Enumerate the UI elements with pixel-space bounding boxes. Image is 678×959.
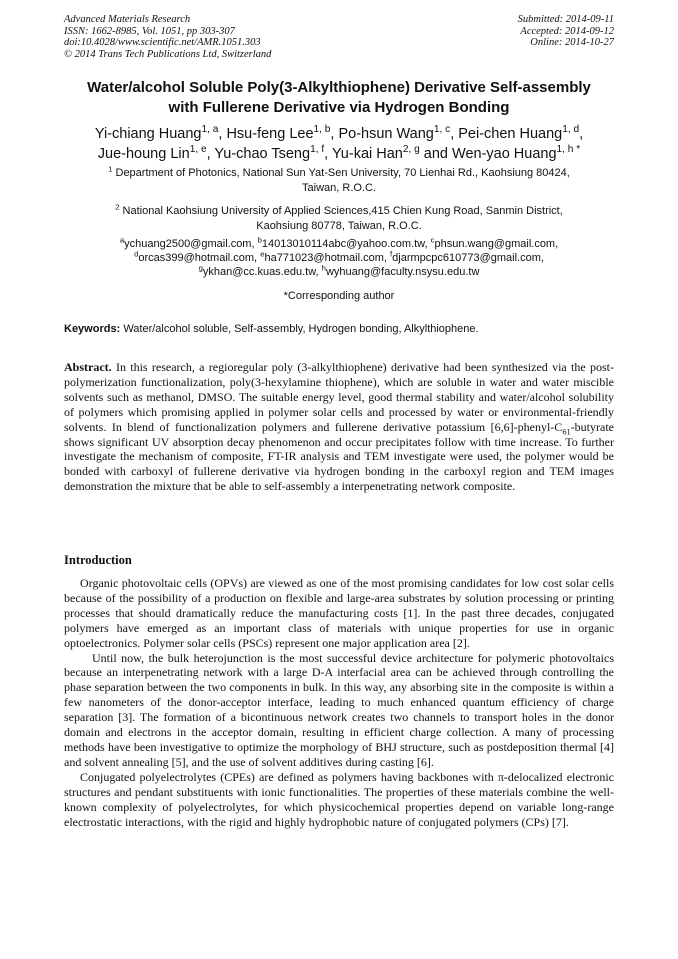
accepted-date: Accepted: 2014-09-12 [520, 25, 614, 37]
affiliation-text: National Kaohsiung University of Applied Sciences,415 Chien Kung Road, Sanmin District, [122, 205, 563, 217]
affiliation-text: Taiwan, R.O.C. [302, 182, 376, 194]
email-superscript: a [119, 235, 125, 245]
author-superscript: 1, d [562, 124, 580, 136]
keywords-text: Water/alcohol soluble, Self-assembly, Hydrogen bonding, Alkylthiophene. [123, 323, 479, 335]
online-date: Online: 2014-10-27 [530, 37, 614, 48]
paper-title [40, 78, 638, 118]
author-superscript: 1, h * [556, 144, 581, 156]
author-superscript: 1, a [201, 124, 219, 136]
doi-line: doi:10.4028/www.scientific.net/AMR.1051.303 [64, 37, 261, 48]
abstract [64, 360, 614, 494]
abstract-text: In this research, a regioregular poly (3-alkylthiophene) derivative had been synthesized via the post-polymerization functionalization, poly(3-hexylamine thiophene), which are soluble in water and water miscible solvents such as methanol, DMSO. The suitable energy level, good thermal stability and water/alcohol solubility of polymers which promising applied in polymer solar cells and processed by water or environmental-friendly solvents. In blend of functionalization polymers and fullerene derivative potassium [6,6]-phenyl-C [64, 360, 615, 434]
paragraph: Organic photovoltaic cells (OPVs) are viewed as one of the most promising candidates for low cost solar cells because of the possibility of a production on flexible and large-area substrates by solution processing or printing processes that should dramatically reduce the manufacturing costs [1]. In the past three decades, conjugated polymers have emerged as an important class of materials with unique properties for use in organic optoelectronics. Polymer solar cells (PSCs) represent one major application area [2]. [64, 576, 614, 650]
author-name: Yu-chao Tseng [214, 146, 311, 162]
email-address[interactable]: ykhan@cc.kuas.edu.tw, [202, 266, 319, 278]
keywords [64, 322, 614, 336]
email-superscript: d [134, 249, 139, 259]
affiliation-1 [70, 166, 608, 196]
corresponding-author-note: *Corresponding author [283, 290, 395, 302]
abstract-subscript: 61 [562, 427, 571, 437]
journal-header-right [518, 14, 614, 49]
email-address[interactable]: djarmpcpc610773@gmail.com, [392, 252, 544, 264]
submitted-date: Submitted: 2014-09-11 [517, 14, 614, 25]
journal-header-left [64, 14, 271, 60]
affiliation-text: Kaohsiung 80778, Taiwan, R.O.C. [256, 220, 422, 232]
title-line-2: with Fullerene Derivative via Hydrogen Bonding [168, 99, 510, 116]
author-superscript: 2, g [402, 144, 420, 156]
issn-line: ISSN: 1662-8985, Vol. 1051, pp 303-307 [64, 25, 235, 37]
email-superscript: c [430, 235, 435, 245]
author-name: Wen-yao Huang [452, 146, 557, 162]
email-address[interactable]: 14013010114abc@yahoo.com.tw, [261, 238, 428, 250]
email-address[interactable]: phsun.wang@gmail.com, [434, 238, 559, 250]
affiliation-text: Department of Photonics, National Sun Yat-Sen University, 70 Lienhai Rd., Kaohsiung 80424, [115, 167, 570, 179]
email-superscript: b [257, 235, 262, 245]
paragraph: Conjugated polyelectrolytes (CPEs) are defined as polymers having backbones with π-delocalized electronic structures and pendant substituents with ionic functionalities. The properties of these materials combine the well-known complexity of polyelectrolytes, for which physicochemical properties depend on variable long-range electrostatic interactions, with the rigid and highly hydrophobic nature of conjugated polymers (CPs) [7]. [64, 769, 614, 829]
email-address[interactable]: wyhuang@faculty.nsysu.edu.tw [325, 266, 480, 278]
email-list [60, 237, 618, 279]
affiliation-2 [70, 204, 608, 234]
paragraph: Until now, the bulk heterojunction is the most successful device architecture for polymeric photovoltaics because an interpenetrating network with a large D-A interfacial area can be achieved through controlling the phase separation between the two components in bulk. In this way, any absorbing site in the composite is within a few nanometers of the donor-acceptor interface, leading to much enhanced quantum efficiency of charge separation [3]. The formation of a bicontinuous network creates two channels to transport holes in the donor domain and electrons in the acceptor domain, resulting in efficient charge collection. A many of processing methods have been investigative to optimize the morphology of BHJ structure, such as postdeposition thermal [4] and solvent annealing [5], and the use of solvent additives during casting [6]. [64, 650, 614, 769]
email-address[interactable]: ha771023@hotmail.com, [264, 252, 387, 264]
title-line-1: Water/alcohol Soluble Poly(3-Alkylthiophene) Derivative Self-assembly [87, 79, 591, 96]
email-address[interactable]: orcas399@hotmail.com, [138, 252, 258, 264]
author-name: Po-hsun Wang [338, 126, 434, 142]
author-list [40, 124, 638, 164]
email-superscript: h [321, 263, 326, 273]
introduction-body [64, 576, 614, 829]
author-name: Yi-chiang Huang [94, 126, 202, 142]
email-superscript: f [390, 249, 393, 259]
author-line-2: Jue-houng Lin$^{1, e}$, Yu-chao Tseng$^{1, f}$, Yu-kai Han$^{2, g}$ and Wen-yao Huang$^{1, h *}$ [97, 144, 581, 162]
keywords-label: Keywords: [64, 323, 121, 335]
author-name: Hsu-feng Lee [226, 126, 314, 142]
abstract-label: Abstract. [64, 360, 112, 374]
copyright-line: © 2014 Trans Tech Publications Ltd, Switzerland [64, 48, 272, 60]
introduction-heading: Introduction [64, 553, 132, 567]
journal-name: Advanced Materials Research [64, 14, 191, 25]
author-superscript: 1, b [313, 124, 331, 136]
author-superscript: 1, e [189, 144, 207, 156]
email-address[interactable]: ychuang2500@gmail.com, [124, 238, 255, 250]
author-superscript: 1, c [433, 124, 451, 136]
author-line-1: Yi-chiang Huang$^{1, a}$, Hsu-feng Lee$^{1, b}$, Po-hsun Wang$^{1, c}$, Pei-chen Huang$^{1, d}$, [94, 124, 584, 142]
author-name: Pei-chen Huang [458, 126, 563, 142]
email-superscript: e [260, 249, 265, 259]
email-superscript: g [198, 263, 203, 273]
affiliation-number: 1 [108, 164, 113, 174]
affiliation-number: 2 [115, 202, 120, 212]
author-name: Jue-houng Lin [97, 146, 190, 162]
author-name: Yu-kai Han [331, 146, 403, 162]
author-superscript: 1, f [310, 144, 325, 156]
abstract-text: -butyrate shows significant UV absorption decay phenomenon and occur precipitates follow with time increase. To further investigate the mechanism of composite, FT-IR analysis and TEM investigate were used, the polymer would be bonded with carboxyl of fullerene derivative via hydrogen bonding in the carboxyl region and TEM images demonstration the mixture that be able to self-assembly a interpenetrating network composite. [64, 419, 614, 494]
